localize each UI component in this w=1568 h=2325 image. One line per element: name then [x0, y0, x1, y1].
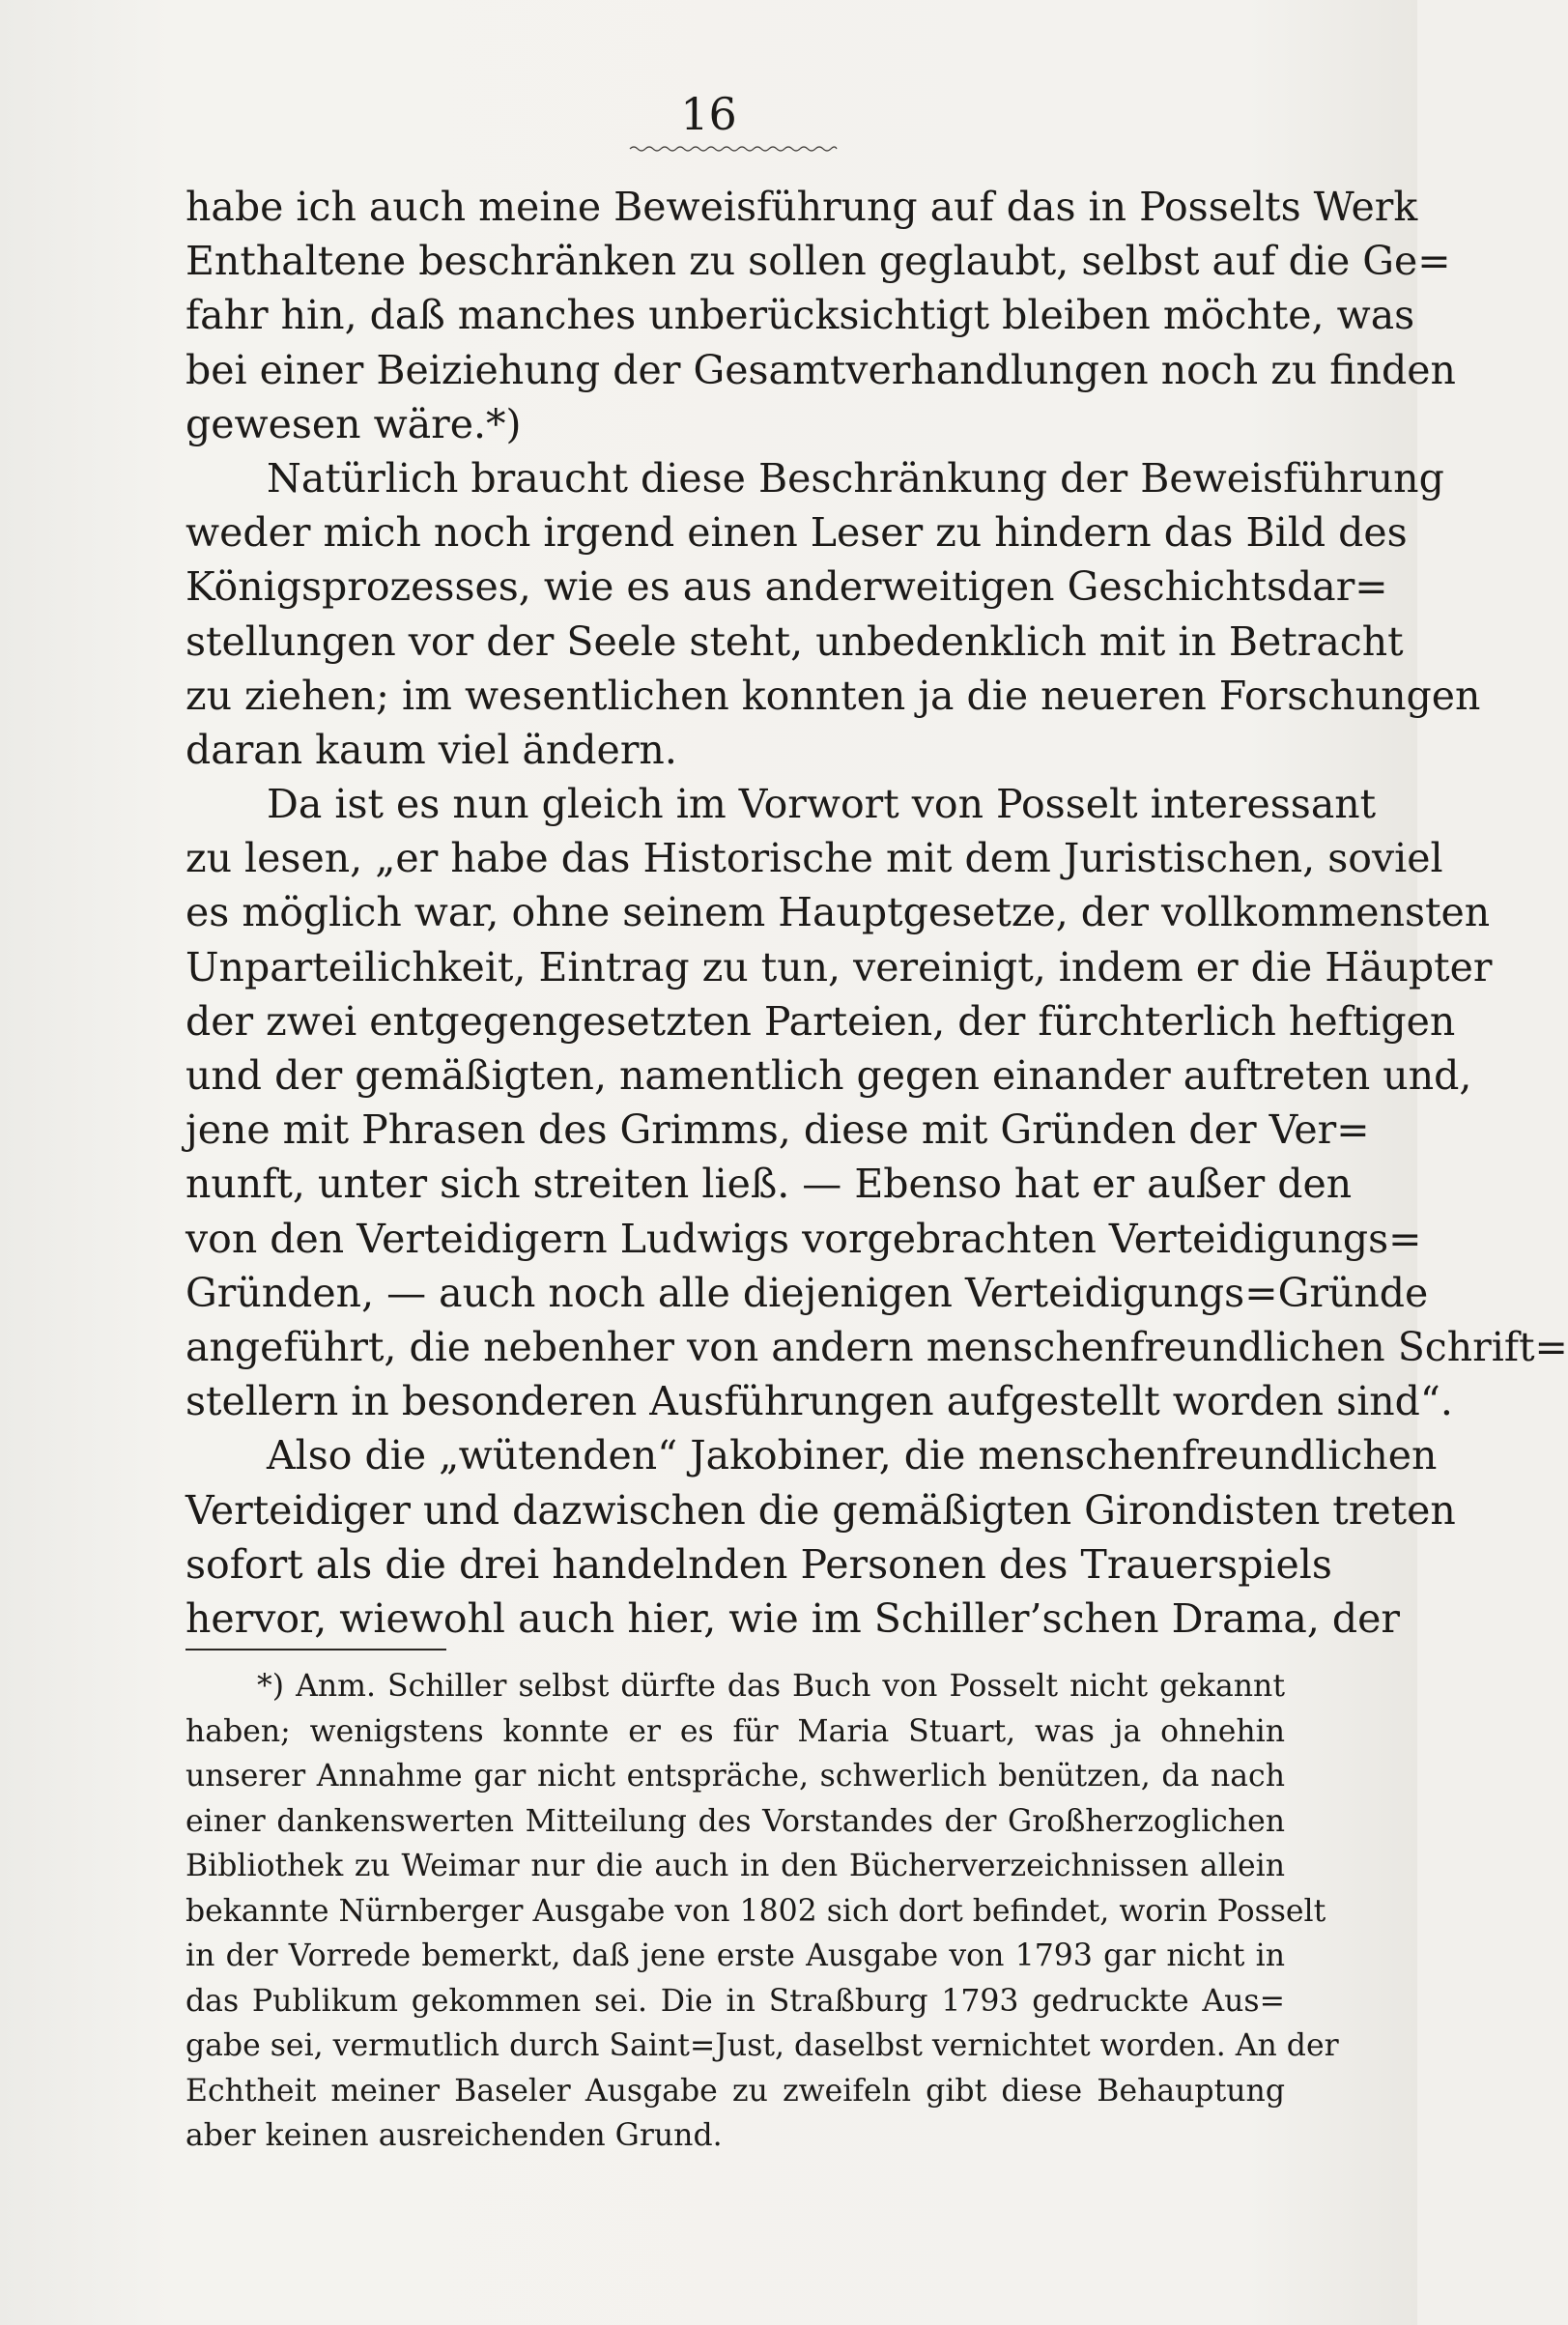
- text-line: hervor, wiewohl auch hier, wie im Schiller’schen Drama, der: [185, 1594, 1401, 1642]
- text-line: stellern in besonderen Ausführungen aufgestellt worden sind“.: [185, 1378, 1453, 1425]
- main-text: [185, 180, 1568, 1646]
- footnote-line: unserer Annahme gar nicht entspräche, schwerlich benützen, da nach: [185, 1759, 1285, 1794]
- footnote-divider: [185, 1649, 446, 1650]
- footnote: [185, 1664, 1339, 2159]
- text-line: gewesen wäre.*): [185, 400, 522, 447]
- page-number: 16: [680, 88, 737, 140]
- text-line: Natürlich braucht diese Beschränkung der Beweisführung: [267, 454, 1444, 502]
- footnote-line: Echtheit meiner Baseler Ausgabe zu zweifeln gibt diese Behauptung: [185, 2073, 1285, 2109]
- text-line: Da ist es nun gleich im Vorwort von Posselt interessant: [267, 781, 1377, 828]
- text-line: jene mit Phrasen des Grimms, diese mit Gründen der Ver=: [185, 1106, 1370, 1154]
- footnote-line: aber keinen ausreichenden Grund.: [185, 2118, 723, 2153]
- text-line: habe ich auch meine Beweisführung auf das in Posselts Werk: [185, 184, 1418, 230]
- text-line: Gründen, — auch noch alle diejenigen Verteidigungs=Gründe: [185, 1269, 1429, 1316]
- text-line: und der gemäßigten, namentlich gegen einander auftreten und,: [185, 1052, 1472, 1099]
- footnote-line: gabe sei, vermutlich durch Saint=Just, daselbst vernichtet worden. An der: [185, 2028, 1339, 2063]
- footnote-line: Bibliothek zu Weimar nur die auch in den Bücherverzeichnissen allein: [185, 1849, 1285, 1883]
- footnote-line: *) Anm. Schiller selbst dürfte das Buch von Posselt nicht gekannt: [257, 1669, 1285, 1704]
- text-line: weder mich noch irgend einen Leser zu hindern das Bild des: [185, 509, 1408, 557]
- text-line: Also die „wütenden“ Jakobiner, die menschenfreundlichen: [267, 1432, 1438, 1479]
- ornamental-rule: [630, 145, 837, 153]
- text-line: fahr hin, daß manches unberücksichtigt bleiben möchte, was: [185, 292, 1415, 339]
- text-line: es möglich war, ohne seinem Hauptgesetze, der vollkommensten: [185, 889, 1491, 936]
- text-line: von den Verteidigern Ludwigs vorgebrachten Verteidigungs=: [185, 1215, 1422, 1262]
- text-line: angeführt, die nebenher von andern menschenfreundlichen Schrift=: [185, 1323, 1568, 1370]
- footnote-line: in der Vorrede bemerkt, daß jene erste Ausgabe von 1793 gar nicht in: [185, 1938, 1285, 1973]
- text-line: sofort als die drei handelnden Personen des Trauerspiels: [185, 1540, 1332, 1588]
- text-line: Verteidiger und dazwischen die gemäßigten Girondisten treten: [185, 1486, 1456, 1534]
- text-line: daran kaum viel ändern.: [185, 726, 677, 773]
- text-line: Enthaltene beschränken zu sollen geglaubt, selbst auf die Ge=: [185, 238, 1451, 285]
- text-line: Königsprozesses, wie es aus anderweitigen Geschichtsdar=: [185, 563, 1388, 611]
- text-line: stellungen vor der Seele steht, unbedenklich mit in Betracht: [185, 617, 1404, 665]
- footnote-line: haben; wenigstens konnte er es für Maria Stuart, was ja ohnehin: [185, 1713, 1285, 1749]
- text-line: nunft, unter sich streiten ließ. — Ebenso hat er außer den: [185, 1161, 1353, 1208]
- text-line: bei einer Beiziehung der Gesamtverhandlungen noch zu finden: [185, 346, 1456, 393]
- text-line: Unparteilichkeit, Eintrag zu tun, vereinigt, indem er die Häupter: [185, 943, 1493, 990]
- text-line: zu lesen, „er habe das Historische mit dem Juristischen, soviel: [185, 835, 1443, 882]
- footnote-line: einer dankenswerten Mitteilung des Vorstandes der Großherzoglichen: [185, 1803, 1285, 1839]
- text-line: der zwei entgegengesetzten Parteien, der fürchterlich heftigen: [185, 997, 1456, 1045]
- footnote-line: bekannte Nürnberger Ausgabe von 1802 sich dort befindet, worin Posselt: [185, 1893, 1326, 1929]
- footnote-line: das Publikum gekommen sei. Die in Straßburg 1793 gedruckte Aus=: [185, 1983, 1285, 2019]
- text-line: zu ziehen; im wesentlichen konnten ja die neueren Forschungen: [185, 672, 1481, 719]
